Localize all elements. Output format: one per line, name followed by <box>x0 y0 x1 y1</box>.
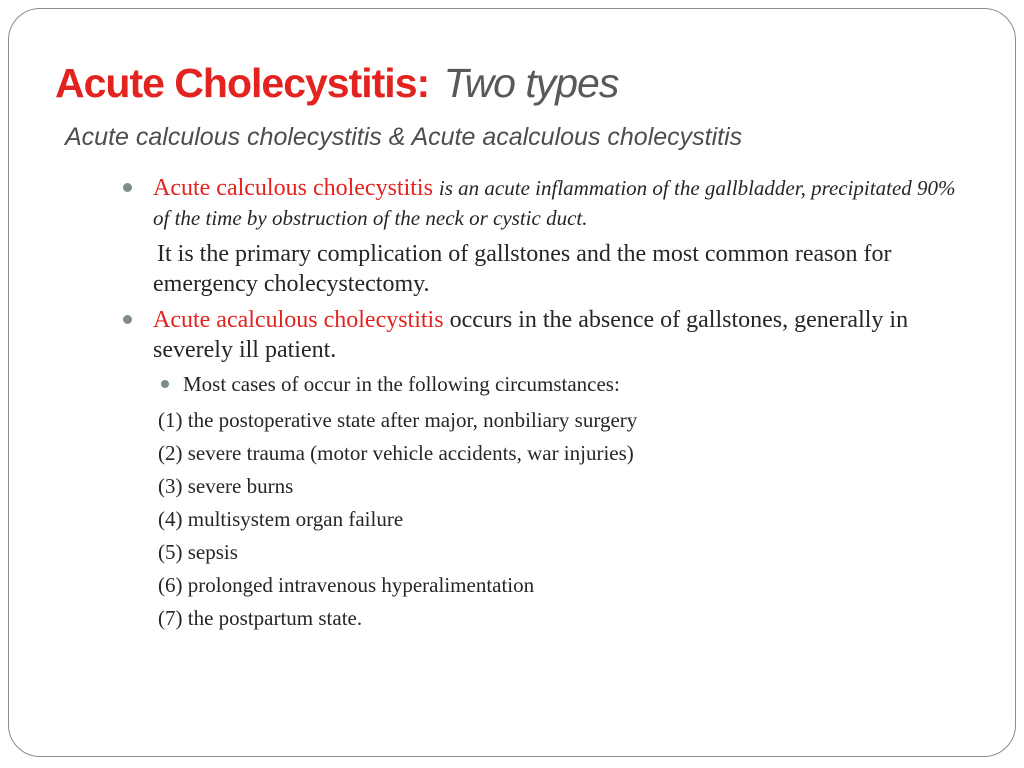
bullet-dot-icon <box>123 183 132 192</box>
acalculous-text: occurs in the absence of gallstones, generally in severely ill patient. <box>153 307 909 363</box>
complication-paragraph: It is the primary complication of gallstones and the most common reason for emergency cholecystectomy. <box>153 241 892 297</box>
circumstances-list <box>121 404 961 635</box>
title-main: Acute Cholecystitis: <box>55 60 430 106</box>
list-item: (1) the postoperative state after major, nonbiliary surgery <box>158 408 638 432</box>
list-item: (6) prolonged intravenous hyperalimentation <box>158 573 535 597</box>
bullet-acalculous <box>121 305 961 365</box>
calculous-term: Acute calculous cholecystitis <box>153 175 433 201</box>
list-item: (5) sepsis <box>158 540 238 564</box>
bullet-dot-icon <box>123 315 132 324</box>
slide-content <box>121 173 961 635</box>
acalculous-term: Acute acalculous cholecystitis <box>153 307 444 333</box>
sub-bullet-text: Most cases of occur in the following circumstances: <box>183 372 620 396</box>
slide-subtitle: Acute calculous cholecystitis & Acute acalculous cholecystitis <box>65 123 743 151</box>
sub-bullet-circumstances <box>121 371 961 398</box>
calculous-definition: is an acute inflammation of the gallbladder, precipitated 90% of the time by obstruction of the neck or cystic duct. <box>153 176 956 230</box>
sub-bullet-dot-icon <box>161 380 169 388</box>
title-sub: Two types <box>443 60 619 106</box>
list-item: (3) severe burns <box>158 474 294 498</box>
slide-title <box>55 55 618 111</box>
slide-frame <box>8 8 1016 757</box>
list-item: (2) severe trauma (motor vehicle accidents, war injuries) <box>158 441 634 465</box>
bullet-calculous <box>121 173 961 233</box>
list-item: (7) the postpartum state. <box>158 606 363 630</box>
list-item: (4) multisystem organ failure <box>158 507 404 531</box>
